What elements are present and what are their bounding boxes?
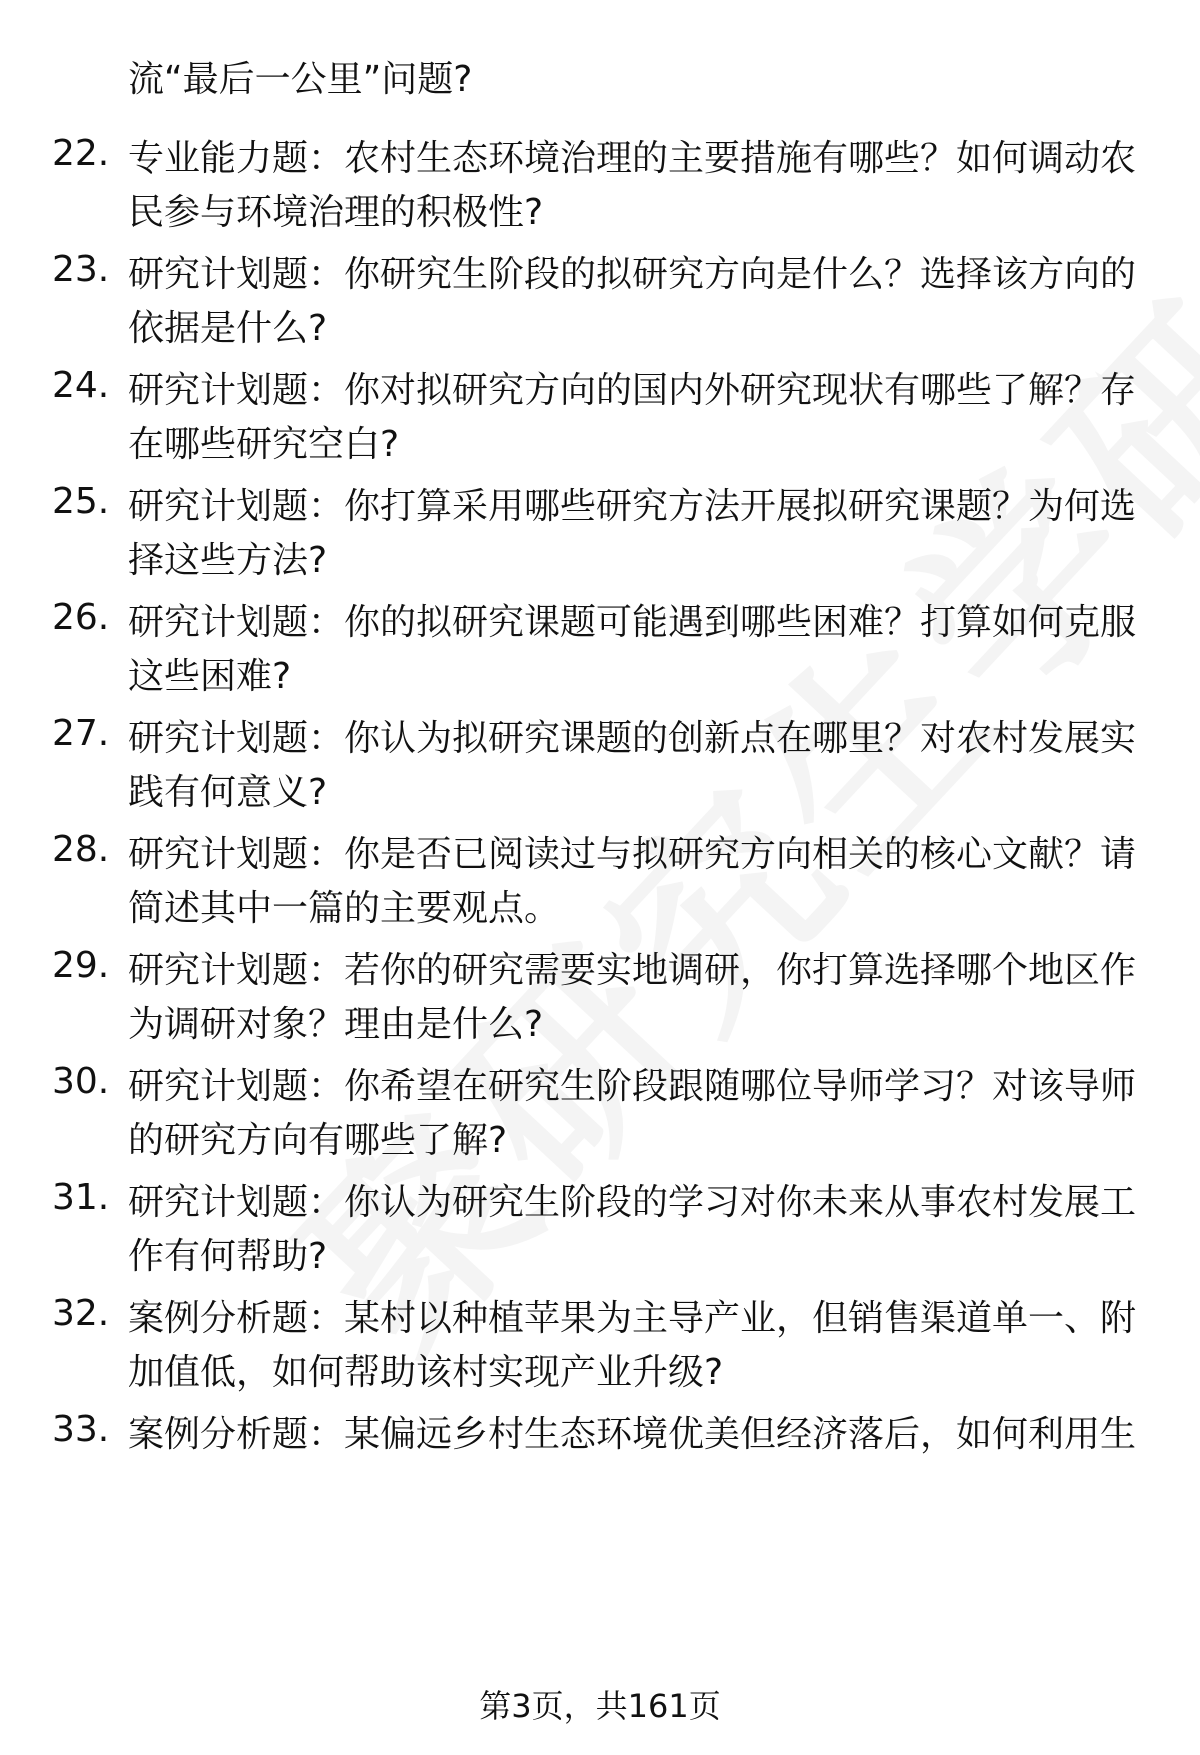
- item-number: 28.: [52, 829, 110, 870]
- item-text: 研究计划题：你对拟研究方向的国内外研究现状有哪些了解？存 在哪些研究空白?: [128, 370, 1137, 465]
- item-text: 专业能力题：农村生态环境治理的主要措施有哪些？如何调动农 民参与环境治理的积极性?: [128, 138, 1137, 233]
- item-number: 23.: [52, 249, 110, 290]
- item-text: 研究计划题：若你的研究需要实地调研，你打算选择哪个地区作 为调研对象？理由是什么?: [128, 950, 1137, 1045]
- item-text: 研究计划题：你希望在研究生阶段跟随哪位导师学习？对该导师 的研究方向有哪些了解?: [128, 1066, 1137, 1161]
- item-text: 研究计划题：你认为研究生阶段的学习对你未来从事农村发展工 作有何帮助?: [128, 1182, 1137, 1277]
- continuation-line: 流“最后一公里”问题?: [128, 59, 473, 100]
- item-text: 研究计划题：你的拟研究课题可能遇到哪些困难？打算如何克服 这些困难?: [128, 602, 1137, 697]
- item-number: 25.: [52, 481, 110, 522]
- item-text: 案例分析题：某偏远乡村生态环境优美但经济落后，如何利用生: [128, 1414, 1137, 1455]
- item-number: 26.: [52, 597, 110, 638]
- item-text: 研究计划题：你研究生阶段的拟研究方向是什么？选择该方向的 依据是什么?: [128, 254, 1137, 349]
- item-number: 30.: [52, 1061, 110, 1102]
- item-number: 32.: [52, 1293, 110, 1334]
- item-number: 27.: [52, 713, 110, 754]
- item-text: 案例分析题：某村以种植苹果为主导产业，但销售渠道单一、附 加值低，如何帮助该村实现产业升级?: [128, 1298, 1137, 1393]
- item-number: 31.: [52, 1177, 110, 1218]
- item-text: 研究计划题：你是否已阅读过与拟研究方向相关的核心文献？请 简述其中一篇的主要观点。: [128, 834, 1137, 929]
- item-text: 研究计划题：你打算采用哪些研究方法开展拟研究课题？为何选 择这些方法?: [128, 486, 1137, 581]
- item-number: 29.: [52, 945, 110, 986]
- page-footer: 第3页，共161页: [479, 1687, 721, 1725]
- item-text: 研究计划题：你认为拟研究课题的创新点在哪里？对农村发展实 践有何意义?: [128, 718, 1137, 813]
- item-number: 24.: [52, 365, 110, 406]
- item-number: 22.: [52, 133, 110, 174]
- item-number: 33.: [52, 1409, 110, 1450]
